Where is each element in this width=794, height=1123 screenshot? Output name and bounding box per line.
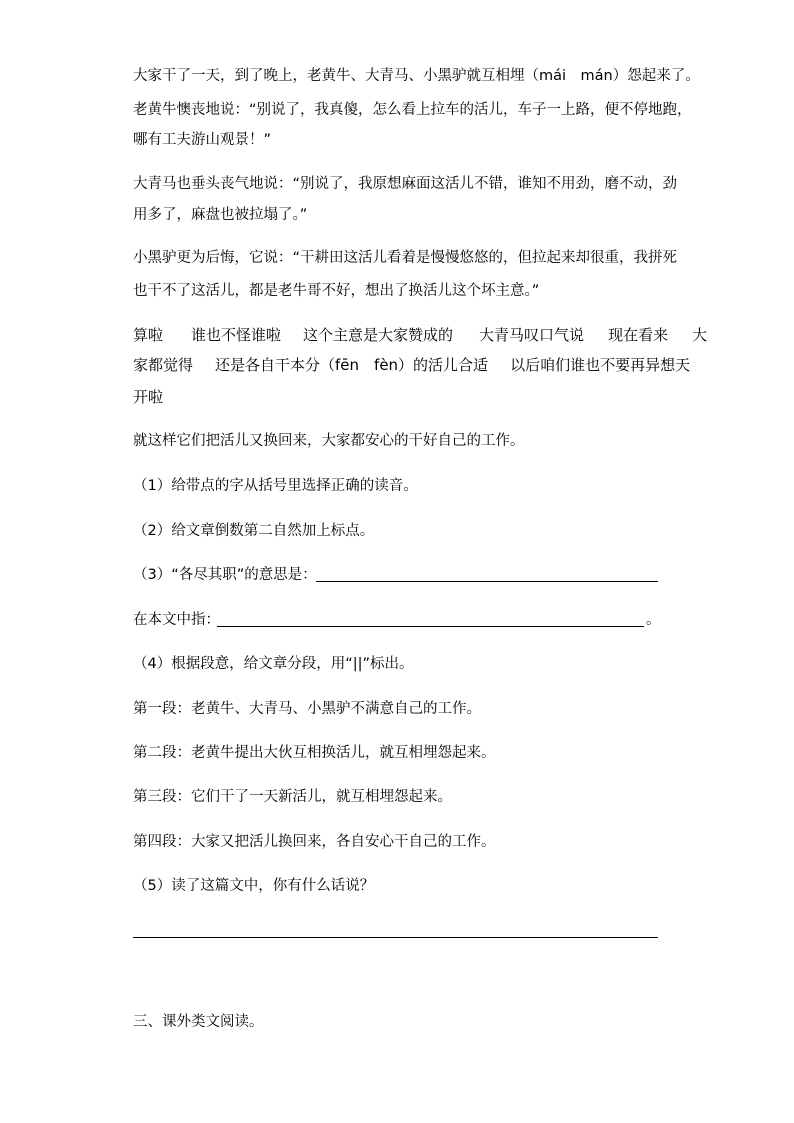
question-4: （4）根据段意，给文章分段，用“||”标出。 [133,656,414,672]
question-3: （3）“各尽其职”的意思是： [133,567,317,583]
question-5: （5）读了这篇文中，你有什么话说？ [133,878,375,894]
answer-blank-line[interactable] [133,937,658,938]
section-summary: 第二段：老黄牛提出大伙互相换活儿，就互相埋怨起来。 [133,745,496,761]
section-summary: 第一段：老黄牛、大青马、小黑驴不满意自己的工作。 [133,701,481,717]
text-line: 用多了，麻盘也被拉塌了。” [133,207,308,223]
text-line: 也干不了这活儿，都是老牛哥不好，想出了换活儿这个坏主意。” [133,283,540,299]
text-line: 大家干了一天，到了晚上，老黄牛、大青马、小黑驴就互相埋（mái mán）怨起来了。 [133,68,700,84]
text-line [133,325,707,345]
text-line: 小黑驴更为后悔，它说：“干耕田这活儿看着是慢慢悠悠的，但拉起来却很重，我拼死 [133,250,678,266]
phrase: 谁也不怪谁啦 [191,326,282,344]
phrase: 现在看来 [608,326,669,344]
text-line: 大青马也垂头丧气地说：“别说了，我原想麻面这活儿不错，谁知不用劲，磨不动，劲 [133,176,678,192]
text-line: 开啦 [133,388,164,406]
phrase: 家都觉得 [133,356,194,374]
answer-blank-line[interactable] [217,626,644,627]
phrase: 大 [692,326,708,344]
phrase: 这个主意是大家赞成的 [303,326,454,344]
answer-blank-line[interactable] [316,581,658,582]
question-1: （1）给带点的字从括号里选择正确的读音。 [133,478,418,494]
section-heading: 三、课外类文阅读。 [133,1014,264,1030]
phrase: 还是各自干本分（fēn fèn）的活儿合适 [215,356,489,374]
question-3b-end: 。 [646,612,661,628]
text-line: 老黄牛懊丧地说：“别说了，我真傻，怎么看上拉车的活儿，车子一上路，便不停地跑， [133,102,692,118]
question-3b-label: 在本文中指： [133,612,220,628]
text-line [133,355,690,375]
question-2: （2）给文章倒数第二自然加上标点。 [133,523,375,539]
text-line: 哪有工夫游山观景！” [133,132,272,148]
phrase: 算啦 [133,326,164,344]
phrase: 以后咱们谁也不要再异想天 [510,356,691,374]
paragraph-conclusion: 就这样它们把活儿又换回来，大家都安心的干好自己的工作。 [133,433,525,449]
section-summary: 第三段：它们干了一天新活儿，就互相埋怨起来。 [133,789,452,805]
phrase: 大青马叹口气说 [479,326,585,344]
section-summary: 第四段：大家又把活儿换回来，各自安心干自己的工作。 [133,834,496,850]
